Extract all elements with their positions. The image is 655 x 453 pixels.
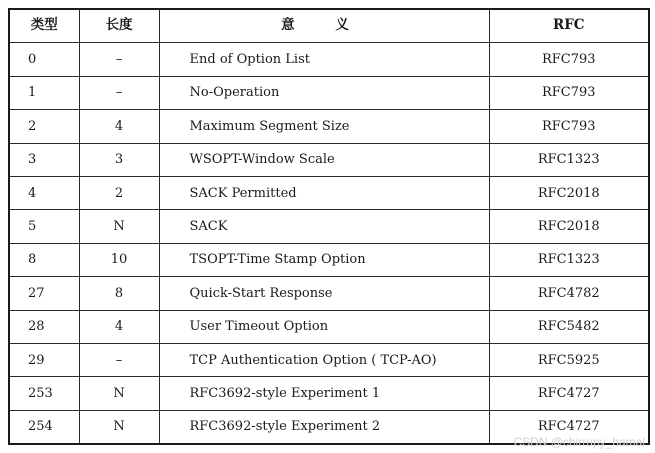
table-row <box>9 76 649 109</box>
cell-meaning: SACK <box>159 210 489 243</box>
cell-meaning: TCP Authentication Option ( TCP-AO) <box>159 343 489 376</box>
cell-rfc: RFC5482 <box>489 310 649 343</box>
cell-rfc: RFC4727 <box>489 410 649 444</box>
watermark: CSDN @chirrupy_hamal <box>513 435 645 449</box>
cell-length: 8 <box>79 277 159 310</box>
table-row <box>9 243 649 276</box>
header-length: 长度 <box>79 9 159 43</box>
header-rfc: RFC <box>489 9 649 43</box>
cell-length: – <box>79 76 159 109</box>
table-row <box>9 143 649 176</box>
cell-type: 28 <box>9 310 79 343</box>
table-row <box>9 110 649 143</box>
cell-meaning: TSOPT-Time Stamp Option <box>159 243 489 276</box>
cell-type: 27 <box>9 277 79 310</box>
cell-length: – <box>79 343 159 376</box>
cell-meaning: User Timeout Option <box>159 310 489 343</box>
cell-type: 4 <box>9 176 79 209</box>
table-header-row <box>9 9 649 43</box>
cell-type: 8 <box>9 243 79 276</box>
cell-length: 4 <box>79 110 159 143</box>
cell-meaning: SACK Permitted <box>159 176 489 209</box>
cell-rfc: RFC793 <box>489 76 649 109</box>
table-row <box>9 377 649 410</box>
cell-rfc: RFC2018 <box>489 210 649 243</box>
cell-rfc: RFC793 <box>489 110 649 143</box>
cell-rfc: RFC5925 <box>489 343 649 376</box>
cell-meaning: End of Option List <box>159 43 489 76</box>
cell-type: 0 <box>9 43 79 76</box>
cell-type: 29 <box>9 343 79 376</box>
header-meaning: 意 义 <box>159 9 489 43</box>
cell-type: 2 <box>9 110 79 143</box>
table-row <box>9 176 649 209</box>
table-body <box>9 43 649 444</box>
cell-rfc: RFC4727 <box>489 377 649 410</box>
cell-length: 3 <box>79 143 159 176</box>
cell-length: N <box>79 210 159 243</box>
table-row <box>9 277 649 310</box>
cell-length: – <box>79 43 159 76</box>
cell-meaning: No-Operation <box>159 76 489 109</box>
cell-rfc: RFC793 <box>489 43 649 76</box>
cell-type: 1 <box>9 76 79 109</box>
cell-meaning: RFC3692-style Experiment 1 <box>159 377 489 410</box>
cell-length: 4 <box>79 310 159 343</box>
cell-type: 5 <box>9 210 79 243</box>
cell-type: 254 <box>9 410 79 444</box>
table-row <box>9 43 649 76</box>
tcp-options-table-frame <box>8 8 648 445</box>
cell-type: 3 <box>9 143 79 176</box>
cell-rfc: RFC1323 <box>489 243 649 276</box>
cell-meaning: RFC3692-style Experiment 2 <box>159 410 489 444</box>
tcp-options-table <box>8 8 650 445</box>
cell-meaning: Maximum Segment Size <box>159 110 489 143</box>
cell-rfc: RFC1323 <box>489 143 649 176</box>
cell-meaning: WSOPT-Window Scale <box>159 143 489 176</box>
cell-rfc: RFC4782 <box>489 277 649 310</box>
table-row <box>9 343 649 376</box>
cell-length: N <box>79 377 159 410</box>
cell-meaning: Quick-Start Response <box>159 277 489 310</box>
cell-length: 2 <box>79 176 159 209</box>
cell-length: 10 <box>79 243 159 276</box>
cell-length: N <box>79 410 159 444</box>
cell-rfc: RFC2018 <box>489 176 649 209</box>
table-row <box>9 310 649 343</box>
cell-type: 253 <box>9 377 79 410</box>
header-type: 类型 <box>9 9 79 43</box>
table-row <box>9 210 649 243</box>
